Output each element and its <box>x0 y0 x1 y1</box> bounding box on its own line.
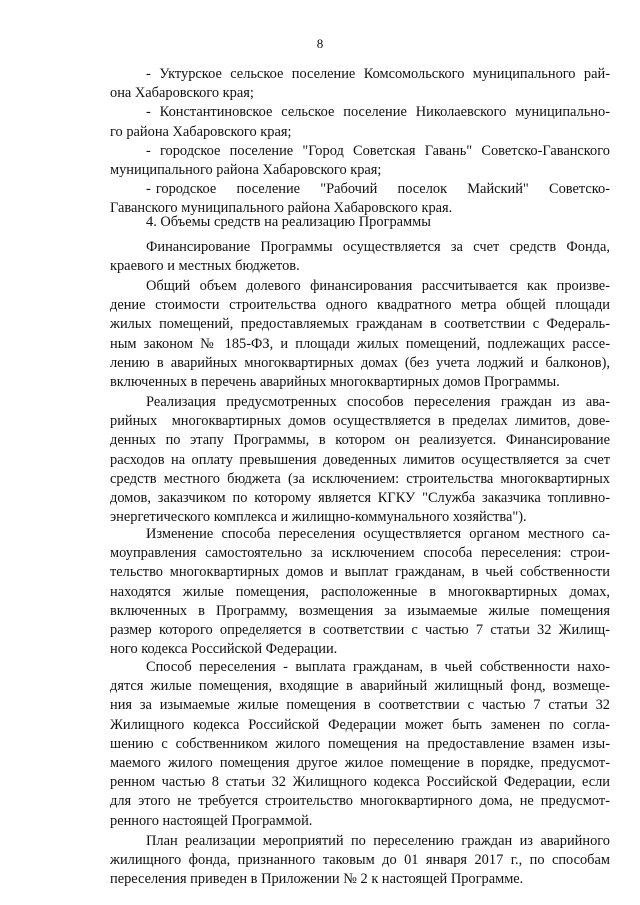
paragraph-line: жилых помещений, предоставляемых гражданам в соответствии с Федераль- <box>110 316 610 333</box>
paragraph-line: расходов на оплату превышения доведенных лимитов осуществляется за счет <box>110 451 610 468</box>
paragraph-line: Общий объем долевого финансирования рассчитывается как произве- <box>146 278 610 294</box>
paragraph-line: План реализации мероприятий по переселению граждан из аварийного <box>146 833 610 849</box>
page-number: 8 <box>316 36 324 51</box>
municipality-list <box>110 65 610 219</box>
list-line: - городское поселение "Город Советская Гавань" Советско-Гаванского <box>146 142 610 159</box>
paragraph-line: моуправления самостоятельно за исключением способа переселения: строи- <box>110 545 610 562</box>
paragraph-line: рийных многоквартирных домов осуществляется в пределах лимитов, дове- <box>110 413 610 430</box>
paragraph-line: для этого не требуется строительство многоквартирного дома, не предусмот- <box>110 793 610 810</box>
paragraph-line: находятся жилые помещения, расположенные в многоквартирных домах, <box>110 583 610 600</box>
paragraph-implementation <box>110 393 610 527</box>
list-line: - Уктурское сельское поселение Комсомольского муниципального рай- <box>146 66 610 82</box>
paragraph-line: ренного настоящей Программой. <box>110 812 313 829</box>
paragraph-line: домов, заказчиком по которому является КГКУ "Служба заказчика топливно- <box>110 489 610 506</box>
paragraph-line: средств местного бюджета (за исключением: строительства многоквартирных <box>110 470 610 487</box>
paragraph-line: Изменение способа переселения осуществляется органом местного са- <box>146 526 610 542</box>
paragraph-payment-replacement <box>110 658 610 831</box>
paragraph-line: энергетического комплекса и жилищно-коммунального хозяйства"). <box>110 509 527 526</box>
paragraph-line: лению в аварийных многоквартирных домах (без учета лоджий и балконов), <box>110 354 610 371</box>
list-line: - Константиновское сельское поселение Николаевского муниципально- <box>146 104 610 121</box>
paragraph-line: шению с собственником жилого помещения на предоставление взамен изы- <box>110 735 610 752</box>
paragraph-line: тельство многоквартирных домов и выплат гражданам, в чьей собственности <box>110 564 610 581</box>
paragraph-line: Финансирование Программы осуществляется за счет средств Фонда, <box>146 239 610 255</box>
paragraph-line: жилищного фонда, признанного таковым до 01 января 2017 г., по способам <box>110 852 610 869</box>
paragraph-line: маемого жилого помещения другое жилое помещение в порядке, предусмот- <box>110 754 610 771</box>
paragraph-line: ным законом № 185-ФЗ, и площади жилых помещений, подлежащих рассе- <box>110 335 610 352</box>
paragraph-line: Реализация предусмотренных способов переселения граждан из ава- <box>146 394 610 410</box>
list-line: муниципального района Хабаровского края; <box>110 161 382 178</box>
paragraph-line: дятся жилые помещения, входящие в аварийный жилищный фонд, возмеще- <box>110 678 610 695</box>
paragraph-total-volume <box>110 277 610 392</box>
paragraph-line: ния за изымаемые жилые помещения в соответствии с частью 7 статьи 32 <box>110 697 610 714</box>
list-line: го района Хабаровского края; <box>110 123 292 140</box>
list-line: она Хабаровского края; <box>110 85 254 102</box>
paragraph-line: переселения приведен в Приложении № 2 к настоящей Программе. <box>110 871 524 888</box>
paragraph-financing-sources <box>110 238 610 276</box>
paragraph-line: включенных в Программу, возмещения за изымаемые жилые помещения <box>110 602 610 619</box>
paragraph-line: включенных в перечень аварийных многоквартирных домов Программы. <box>110 373 560 390</box>
paragraph-method-change <box>110 525 610 659</box>
section-heading <box>110 213 610 232</box>
paragraph-plan <box>110 832 610 890</box>
paragraph-line: Способ переселения - выплата гражданам, в чьей собственности нахо- <box>146 659 610 675</box>
list-line: - городское поселение "Рабочий поселок Майский" Советско- <box>146 181 610 198</box>
list-line: Гаванского муниципального района Хабаровского края. <box>110 200 453 217</box>
paragraph-line: дение стоимости строительства одного квадратного метра общей площади <box>110 297 610 314</box>
paragraph-line: ренном частью 8 статьи 32 Жилищного кодекса Российской Федерации, если <box>110 774 610 791</box>
section-heading-text: 4. Объемы средств на реализацию Программы <box>146 214 431 230</box>
paragraph-line: денных по этапу Программы, в котором он реализуется. Финансирование <box>110 432 610 449</box>
paragraph-line: Жилищного кодекса Российской Федерации может быть заменен по согла- <box>110 716 610 733</box>
paragraph-line: размер которого определяется в соответствии с частью 7 статьи 32 Жилищ- <box>110 621 610 638</box>
paragraph-line: ного кодекса Российской Федерации. <box>110 641 338 658</box>
paragraph-line: краевого и местных бюджетов. <box>110 258 300 275</box>
